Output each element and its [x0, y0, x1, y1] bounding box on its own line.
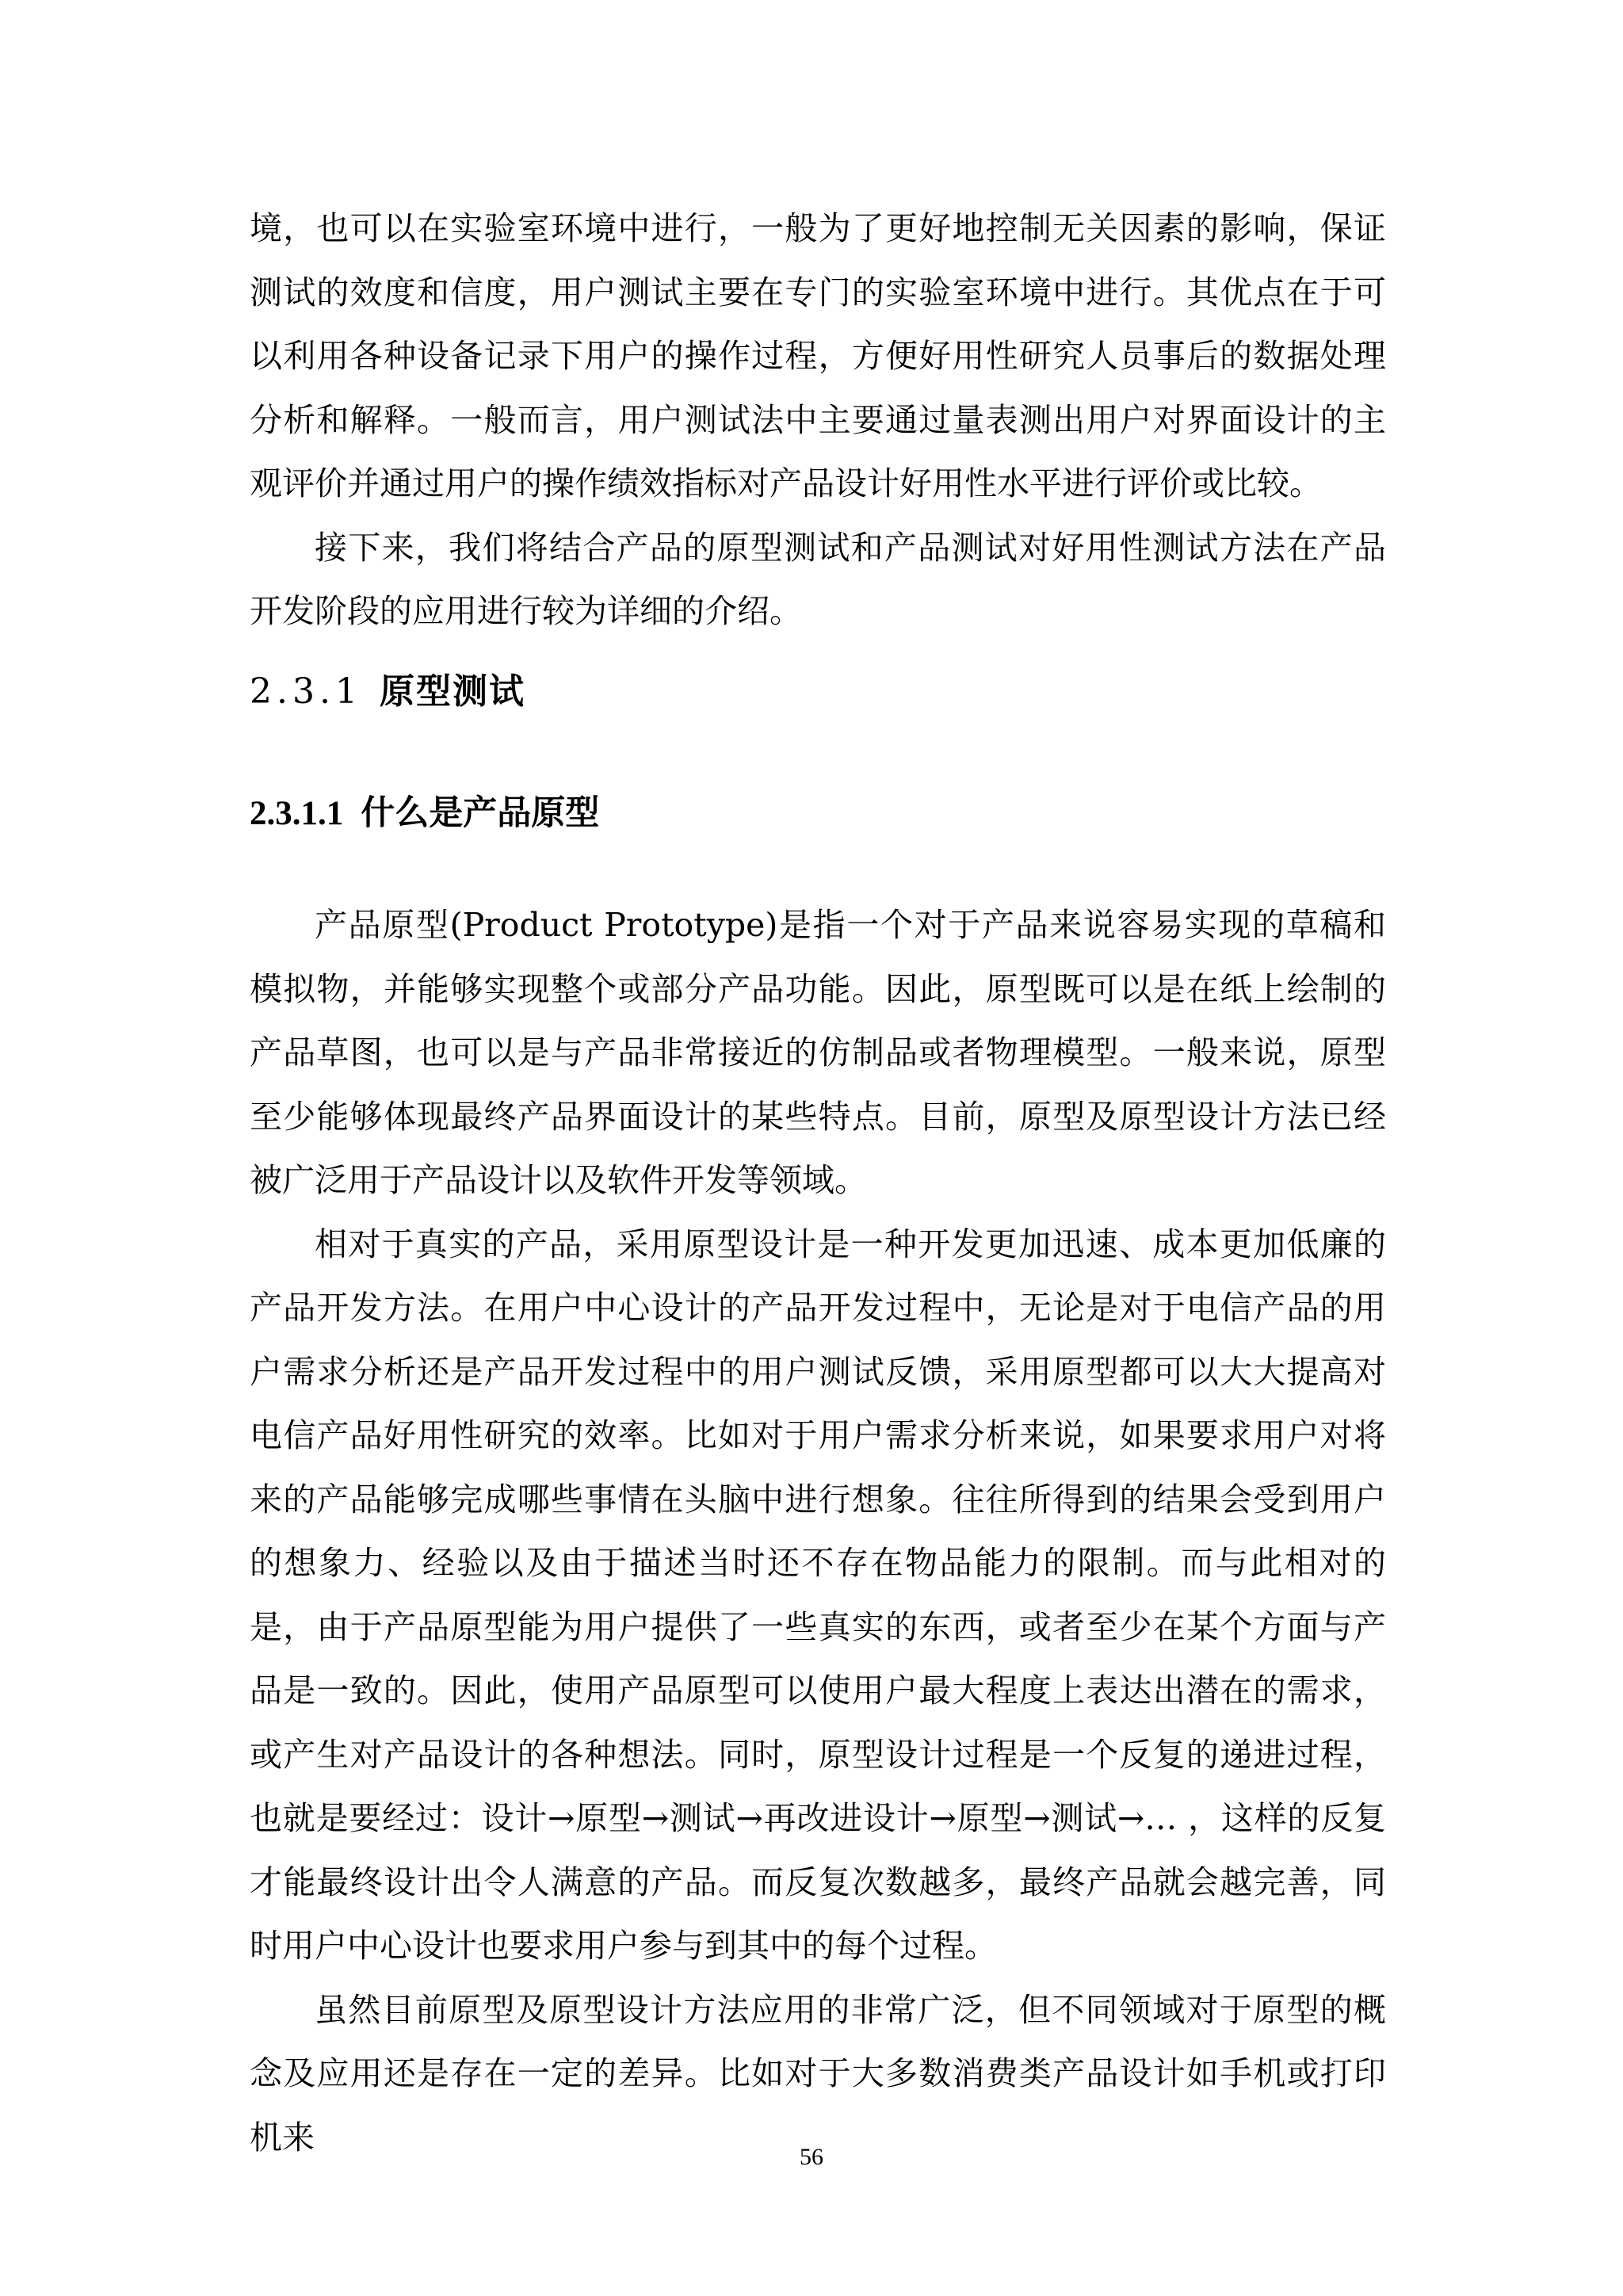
section-heading-2-3-1-1 [250, 786, 599, 835]
body-text-top [250, 197, 1386, 644]
page-number: 56 [800, 2144, 823, 2170]
section-title: 什么是产品原型 [361, 793, 600, 833]
paragraph: 境，也可以在实验室环境中进行，一般为了更好地控制无关因素的影响，保证测试的效度和信度，用户测试主要在专门的实验室环境中进行。其优点在于可以利用各种设备记录下用户的操作过程，方便好用性研究人员事后的数据处理分析和解释。一般而言，用户测试法中主要通过量表测出用户对界面设计的主观评价并通过用户的操作绩效指标对产品设计好用性水平进行评价或比较。 [250, 209, 1386, 502]
section-title: 原型测试 [379, 671, 525, 712]
body-text-bottom [250, 893, 1386, 2169]
paragraph: 虽然目前原型及原型设计方法应用的非常广泛，但不同领域对于原型的概念及应用还是存在一定的差异。比如对于大多数消费类产品设计如手机或打印机来 [250, 1990, 1386, 2157]
paragraph: 接下来，我们将结合产品的原型测试和产品测试对好用性测试方法在产品开发阶段的应用进行较为详细的介绍。 [250, 528, 1386, 630]
section-heading-2-3-1 [250, 663, 525, 713]
paragraph: 产品原型(Product Prototype)是指一个对于产品来说容易实现的草稿和模拟物，并能够实现整个或部分产品功能。因此，原型既可以是在纸上绘制的产品草图，也可以是与产品非常接近的仿制品或者物理模型。一般来说，原型至少能够体现最终产品界面设计的某些特点。目前，原型及原型设计方法已经被广泛用于产品设计以及软件开发等领域。 [250, 906, 1386, 1199]
section-number: 2.3.1.1 [250, 795, 344, 832]
section-number: 2.3.1 [250, 671, 362, 712]
paragraph: 相对于真实的产品，采用原型设计是一种开发更加迅速、成本更加低廉的产品开发方法。在用户中心设计的产品开发过程中，无论是对于电信产品的用户需求分析还是产品开发过程中的用户测试反馈，采用原型都可以大大提高对电信产品好用性研究的效率。比如对于用户需求分析来说，如果要求用户对将来的产品能够完成哪些事情在头脑中进行想象。往往所得到的结果会受到用户的想象力、经验以及由于描述当时还不存在物品能力的限制。而与此相对的是，由于产品原型能为用户提供了一些真实的东西，或者至少在某个方面与产品是一致的。因此，使用产品原型可以使用户最大程度上表达出潜在的需求，或产生对产品设计的各种想法。同时，原型设计过程是一个反复的递进过程，也就是要经过：设计→原型→测试→再改进设计→原型→测试→… ，这样的反复才能最终设计出令人满意的产品。而反复次数越多，最终产品就会越完善，同时用户中心设计也要求用户参与到其中的每个过程。 [250, 1224, 1386, 1965]
